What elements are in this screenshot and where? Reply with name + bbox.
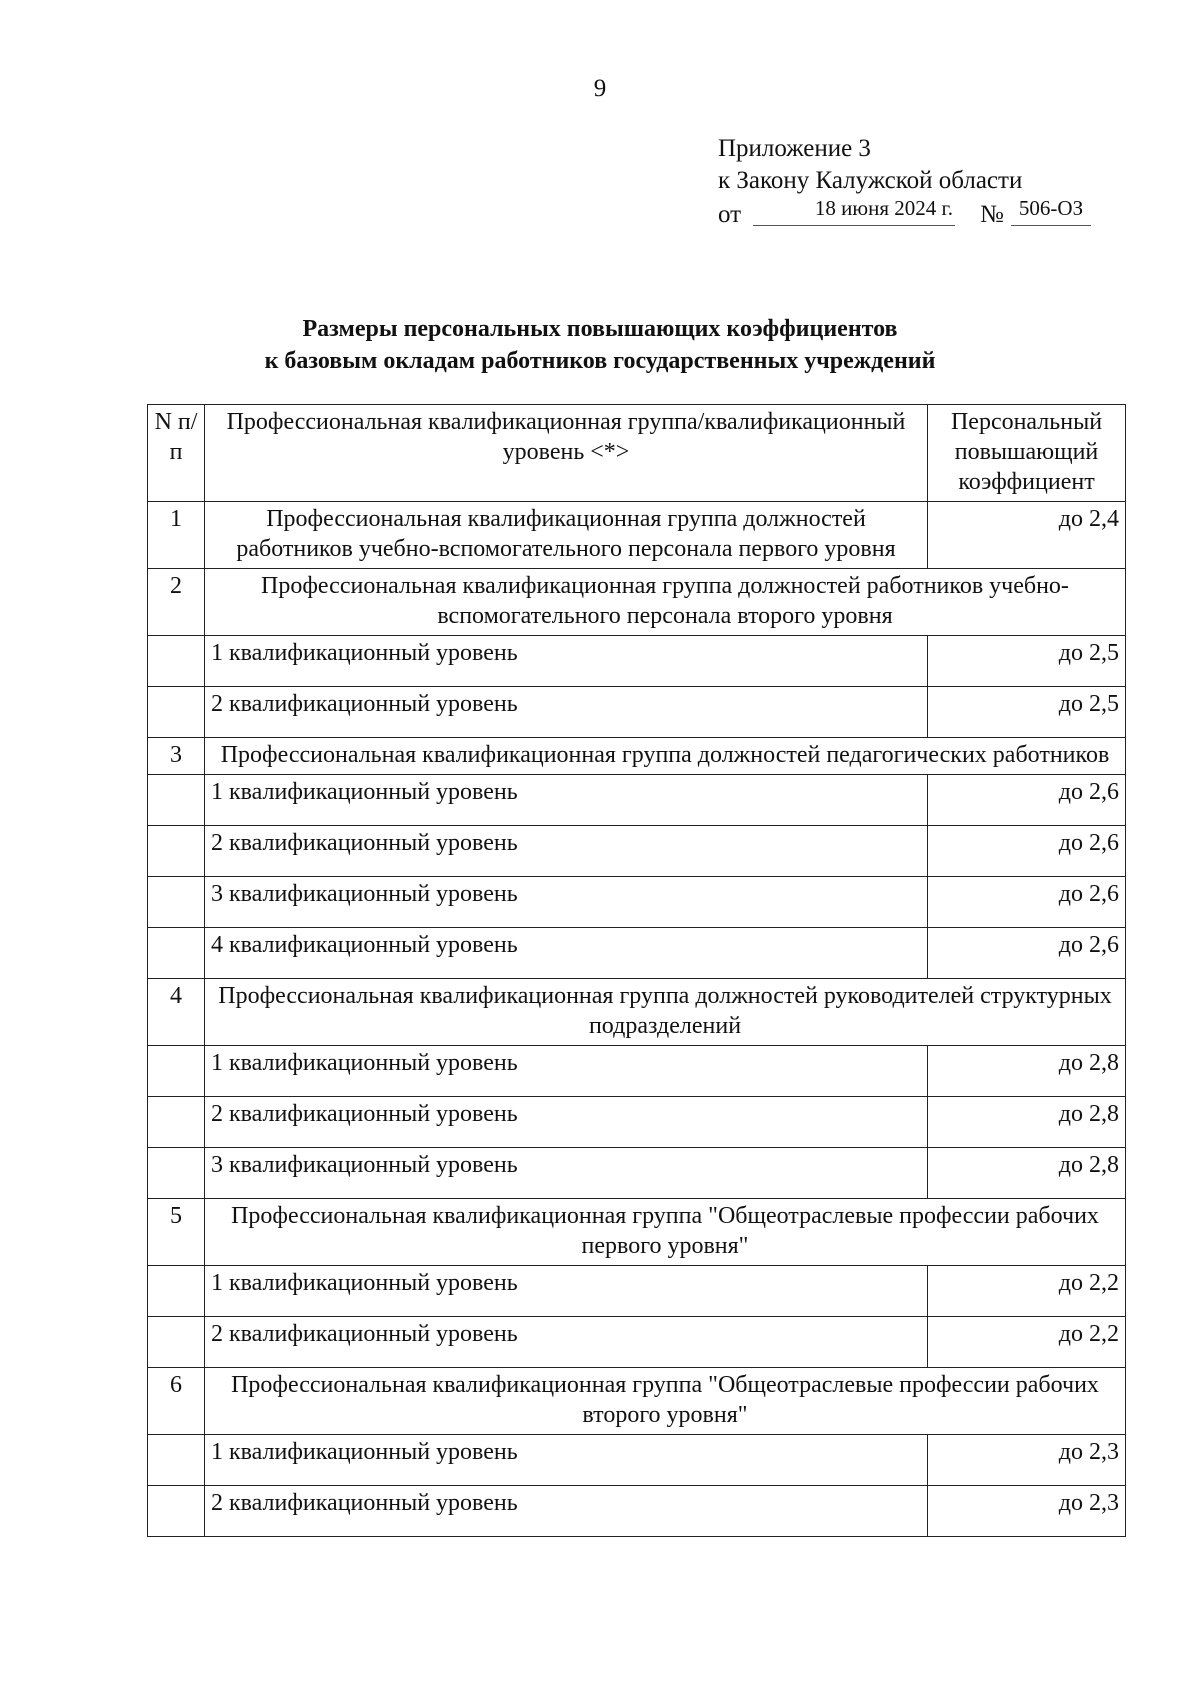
- level-value: до 2,6: [928, 877, 1126, 928]
- level-value: до 2,8: [928, 1097, 1126, 1148]
- group-num: 3: [148, 738, 205, 775]
- level-value: до 2,6: [928, 928, 1126, 979]
- from-label: от: [718, 201, 742, 228]
- law-number: 506-ОЗ: [1011, 191, 1091, 226]
- table-row-level: [148, 1148, 1126, 1199]
- page-number: 9: [593, 75, 607, 102]
- level-value: до 2,8: [928, 1148, 1126, 1199]
- level-name: 1 квалификационный уровень: [205, 1435, 928, 1486]
- table-row-level: [148, 1435, 1126, 1486]
- group-name: Профессиональная квалификационная группа должностей руководителей структурных подразделений: [205, 979, 1126, 1046]
- level-value: до 2,6: [928, 775, 1126, 826]
- level-num: [148, 1435, 205, 1486]
- level-value: до 2,8: [928, 1046, 1126, 1097]
- table-row-group: [148, 502, 1126, 569]
- level-name: 2 квалификационный уровень: [205, 1317, 928, 1368]
- coefficients-table: [147, 404, 1126, 1537]
- level-value: до 2,5: [928, 687, 1126, 738]
- level-num: [148, 928, 205, 979]
- level-name: 1 квалификационный уровень: [205, 636, 928, 687]
- table-row-group: [148, 569, 1126, 636]
- level-num: [148, 1317, 205, 1368]
- level-value: до 2,2: [928, 1266, 1126, 1317]
- title-line-1: Размеры персональных повышающих коэффициентов: [302, 316, 898, 342]
- appendix-line-2: к Закону Калужской области: [718, 167, 1023, 194]
- level-name: 2 квалификационный уровень: [205, 1486, 928, 1537]
- header-name: Профессиональная квалификационная группа/квалификационный уровень <*>: [205, 405, 928, 502]
- table-row-group: [148, 738, 1126, 775]
- group-num: 2: [148, 569, 205, 636]
- table-row-level: [148, 1266, 1126, 1317]
- level-num: [148, 1486, 205, 1537]
- level-num: [148, 1097, 205, 1148]
- level-num: [148, 826, 205, 877]
- table-row-level: [148, 687, 1126, 738]
- law-date: 18 июня 2024 г.: [753, 191, 955, 226]
- appendix-date-line: [718, 196, 1084, 233]
- level-value: до 2,6: [928, 826, 1126, 877]
- group-num: 1: [148, 502, 205, 569]
- table-row-level: [148, 1046, 1126, 1097]
- table-row-level: [148, 928, 1126, 979]
- table-row-level: [148, 826, 1126, 877]
- level-num: [148, 687, 205, 738]
- table-row-level: [148, 877, 1126, 928]
- group-num: 5: [148, 1199, 205, 1266]
- level-num: [148, 636, 205, 687]
- document-title: [0, 313, 1200, 377]
- group-name: Профессиональная квалификационная группа "Общеотраслевые профессии рабочих второго уровня": [205, 1368, 1126, 1435]
- number-label: №: [980, 201, 1004, 228]
- table-header-row: [148, 405, 1126, 502]
- level-name: 2 квалификационный уровень: [205, 687, 928, 738]
- table-row-group: [148, 979, 1126, 1046]
- group-num: 6: [148, 1368, 205, 1435]
- group-name: Профессиональная квалификационная группа должностей работников учебно-вспомогательного персонала первого уровня: [205, 502, 928, 569]
- table-row-level: [148, 1486, 1126, 1537]
- level-num: [148, 1148, 205, 1199]
- level-name: 1 квалификационный уровень: [205, 1266, 928, 1317]
- table-row-group: [148, 1368, 1126, 1435]
- group-num: 4: [148, 979, 205, 1046]
- table-row-level: [148, 775, 1126, 826]
- table-row-level: [148, 1317, 1126, 1368]
- level-value: до 2,2: [928, 1317, 1126, 1368]
- table-row-level: [148, 1097, 1126, 1148]
- level-name: 2 квалификационный уровень: [205, 826, 928, 877]
- level-num: [148, 1046, 205, 1097]
- level-num: [148, 1266, 205, 1317]
- group-name: Профессиональная квалификационная группа должностей педагогических работников: [205, 738, 1126, 775]
- header-coef: Персональный повышающий коэффициент: [928, 405, 1126, 502]
- appendix-header: [718, 133, 1084, 233]
- table-row-group: [148, 1199, 1126, 1266]
- group-name: Профессиональная квалификационная группа "Общеотраслевые профессии рабочих первого уровня": [205, 1199, 1126, 1266]
- level-name: 1 квалификационный уровень: [205, 775, 928, 826]
- level-name: 3 квалификационный уровень: [205, 877, 928, 928]
- level-value: до 2,3: [928, 1486, 1126, 1537]
- group-name: Профессиональная квалификационная группа должностей работников учебно-вспомогательного персонала второго уровня: [205, 569, 1126, 636]
- level-name: 3 квалификационный уровень: [205, 1148, 928, 1199]
- level-name: 2 квалификационный уровень: [205, 1097, 928, 1148]
- table-row-level: [148, 636, 1126, 687]
- level-value: до 2,3: [928, 1435, 1126, 1486]
- title-line-2: к базовым окладам работников государственных учреждений: [264, 348, 936, 374]
- level-value: до 2,5: [928, 636, 1126, 687]
- appendix-line-1: Приложение 3: [718, 135, 871, 162]
- level-num: [148, 775, 205, 826]
- level-name: 4 квалификационный уровень: [205, 928, 928, 979]
- level-num: [148, 877, 205, 928]
- group-value: до 2,4: [928, 502, 1126, 569]
- header-num: N п/п: [148, 405, 205, 502]
- level-name: 1 квалификационный уровень: [205, 1046, 928, 1097]
